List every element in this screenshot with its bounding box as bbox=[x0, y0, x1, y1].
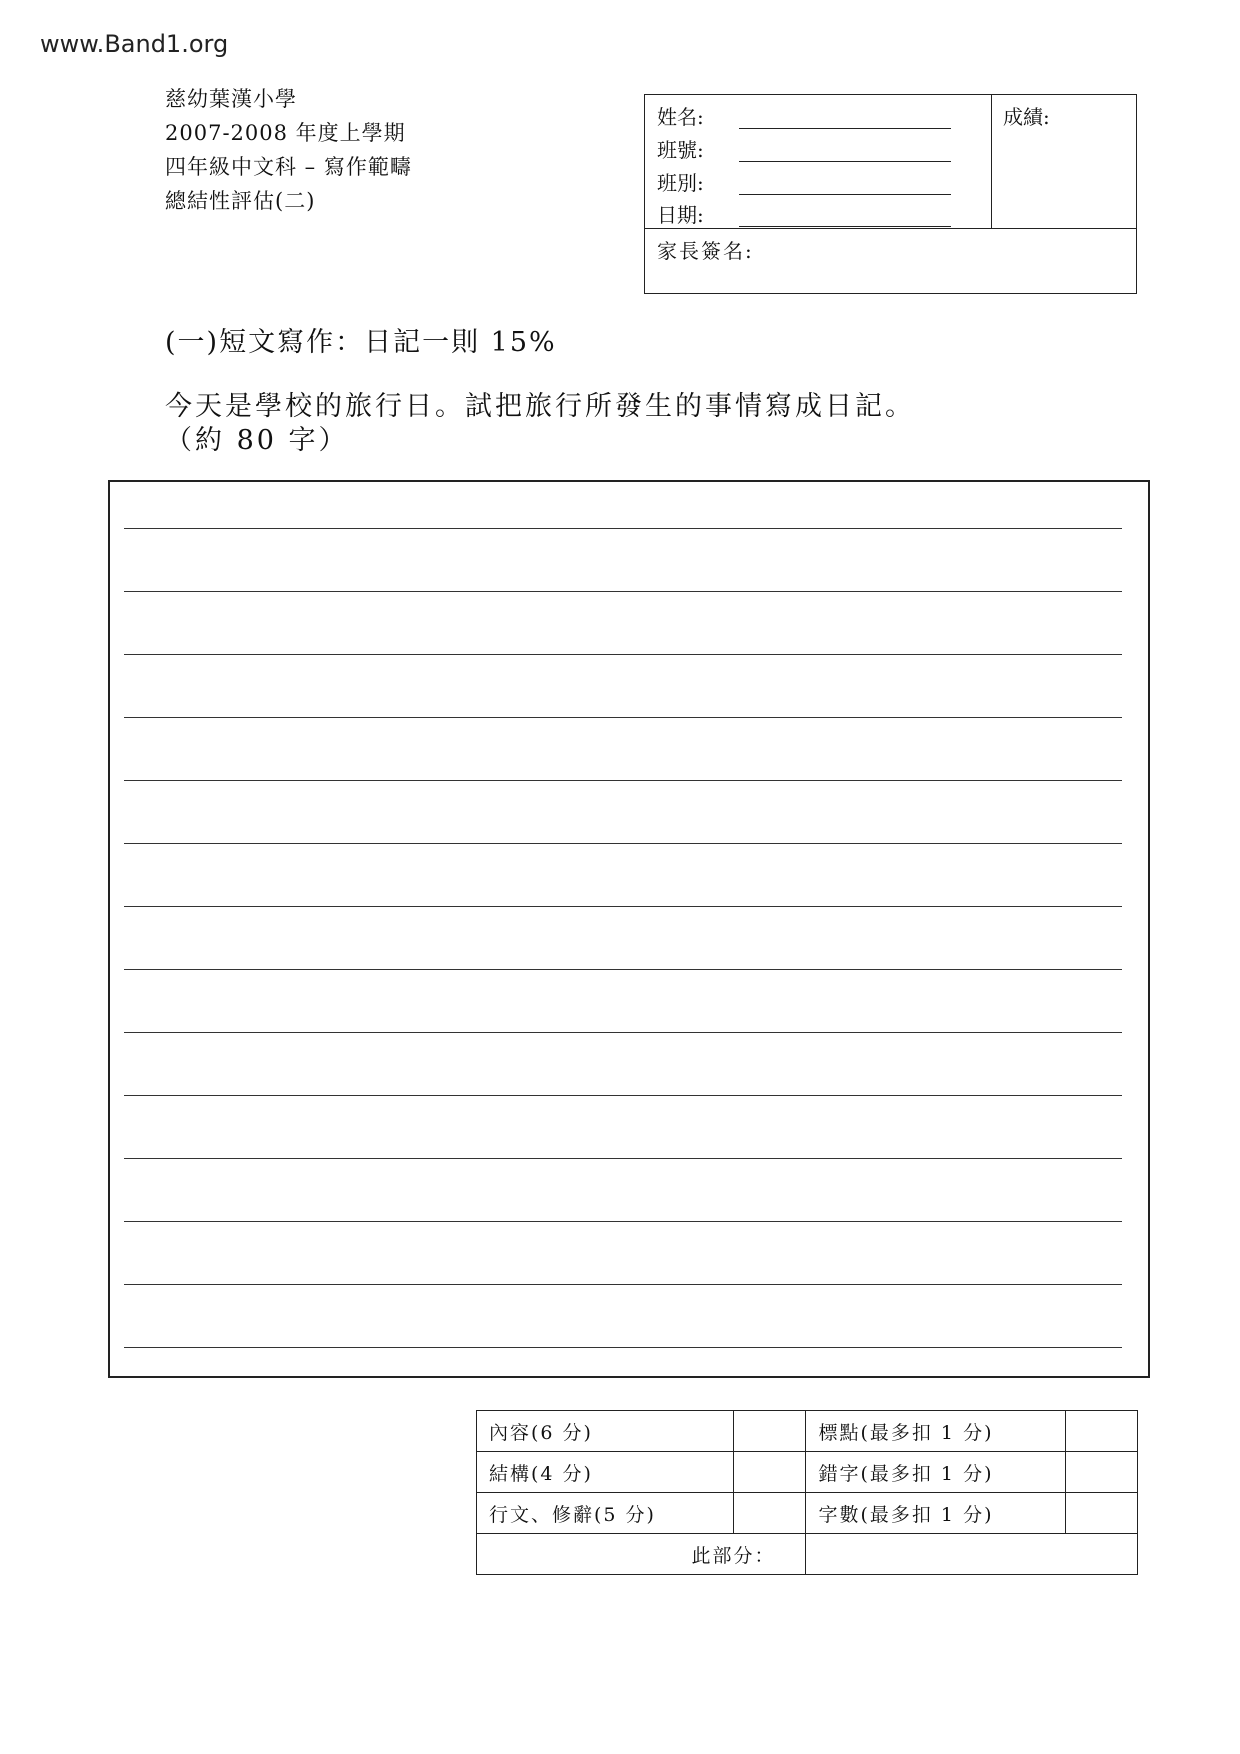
score-criterion: 結構(4 分) bbox=[477, 1452, 734, 1493]
deduction-box[interactable] bbox=[1065, 1411, 1137, 1452]
score-criterion: 內容(6 分) bbox=[477, 1411, 734, 1452]
grade-label: 成績: bbox=[1003, 105, 1050, 129]
parent-signature-label: 家長簽名: bbox=[657, 239, 754, 263]
writing-line[interactable] bbox=[124, 1158, 1122, 1159]
school-name: 慈幼葉漢小學 bbox=[165, 87, 297, 111]
writing-line[interactable] bbox=[124, 780, 1122, 781]
name-label: 姓名: bbox=[657, 105, 704, 129]
section-title: (一)短文寫作：日記一則 15% bbox=[165, 327, 557, 358]
writing-line[interactable] bbox=[124, 1347, 1122, 1348]
writing-line[interactable] bbox=[124, 1284, 1122, 1285]
writing-area[interactable] bbox=[108, 480, 1150, 1378]
score-criterion: 行文、修辭(5 分) bbox=[477, 1493, 734, 1534]
class-number-label: 班號: bbox=[657, 138, 704, 162]
instruction-line-1: 今天是學校的旅行日。試把旅行所發生的事情寫成日記。 bbox=[165, 391, 915, 422]
writing-line[interactable] bbox=[124, 1221, 1122, 1222]
writing-line[interactable] bbox=[124, 654, 1122, 655]
parent-signature-field[interactable] bbox=[645, 228, 1136, 293]
school-year: 2007-2008 年度上學期 bbox=[165, 121, 406, 145]
writing-line[interactable] bbox=[124, 969, 1122, 970]
school-header bbox=[165, 82, 412, 218]
score-box[interactable] bbox=[734, 1452, 806, 1493]
deduction-box[interactable] bbox=[1065, 1452, 1137, 1493]
student-info-box bbox=[644, 94, 1137, 294]
table-row bbox=[477, 1452, 1138, 1493]
deduction-criterion: 錯字(最多扣 1 分) bbox=[806, 1452, 1065, 1493]
date-label: 日期: bbox=[657, 203, 704, 227]
date-field[interactable] bbox=[657, 199, 704, 231]
section-total-label: 此部分： bbox=[477, 1534, 806, 1575]
deduction-box[interactable] bbox=[1065, 1493, 1137, 1534]
name-field[interactable] bbox=[657, 101, 704, 133]
name-underline bbox=[739, 128, 951, 129]
subject-line: 四年級中文科 – 寫作範疇 bbox=[165, 155, 412, 179]
writing-instruction bbox=[165, 390, 915, 458]
score-box[interactable] bbox=[734, 1493, 806, 1534]
class-number-field[interactable] bbox=[657, 134, 704, 166]
instruction-line-2: （約 80 字） bbox=[165, 425, 349, 456]
writing-line[interactable] bbox=[124, 591, 1122, 592]
score-table bbox=[476, 1410, 1138, 1575]
table-row bbox=[477, 1411, 1138, 1452]
class-number-underline bbox=[739, 161, 951, 162]
table-row bbox=[477, 1534, 1138, 1575]
writing-line[interactable] bbox=[124, 843, 1122, 844]
writing-line[interactable] bbox=[124, 906, 1122, 907]
writing-line[interactable] bbox=[124, 717, 1122, 718]
score-box[interactable] bbox=[734, 1411, 806, 1452]
writing-line[interactable] bbox=[124, 1032, 1122, 1033]
writing-line[interactable] bbox=[124, 1095, 1122, 1096]
class-label: 班別: bbox=[657, 171, 704, 195]
writing-line[interactable] bbox=[124, 528, 1122, 529]
student-fields bbox=[645, 95, 992, 228]
deduction-criterion: 字數(最多扣 1 分) bbox=[806, 1493, 1065, 1534]
date-underline bbox=[739, 226, 951, 227]
section-total-box[interactable] bbox=[806, 1534, 1138, 1575]
class-field[interactable] bbox=[657, 167, 704, 199]
table-row bbox=[477, 1493, 1138, 1534]
assessment-name: 總結性評估(二) bbox=[165, 189, 316, 213]
class-underline bbox=[739, 194, 951, 195]
deduction-criterion: 標點(最多扣 1 分) bbox=[806, 1411, 1065, 1452]
watermark-text: www.Band1.org bbox=[40, 30, 229, 58]
